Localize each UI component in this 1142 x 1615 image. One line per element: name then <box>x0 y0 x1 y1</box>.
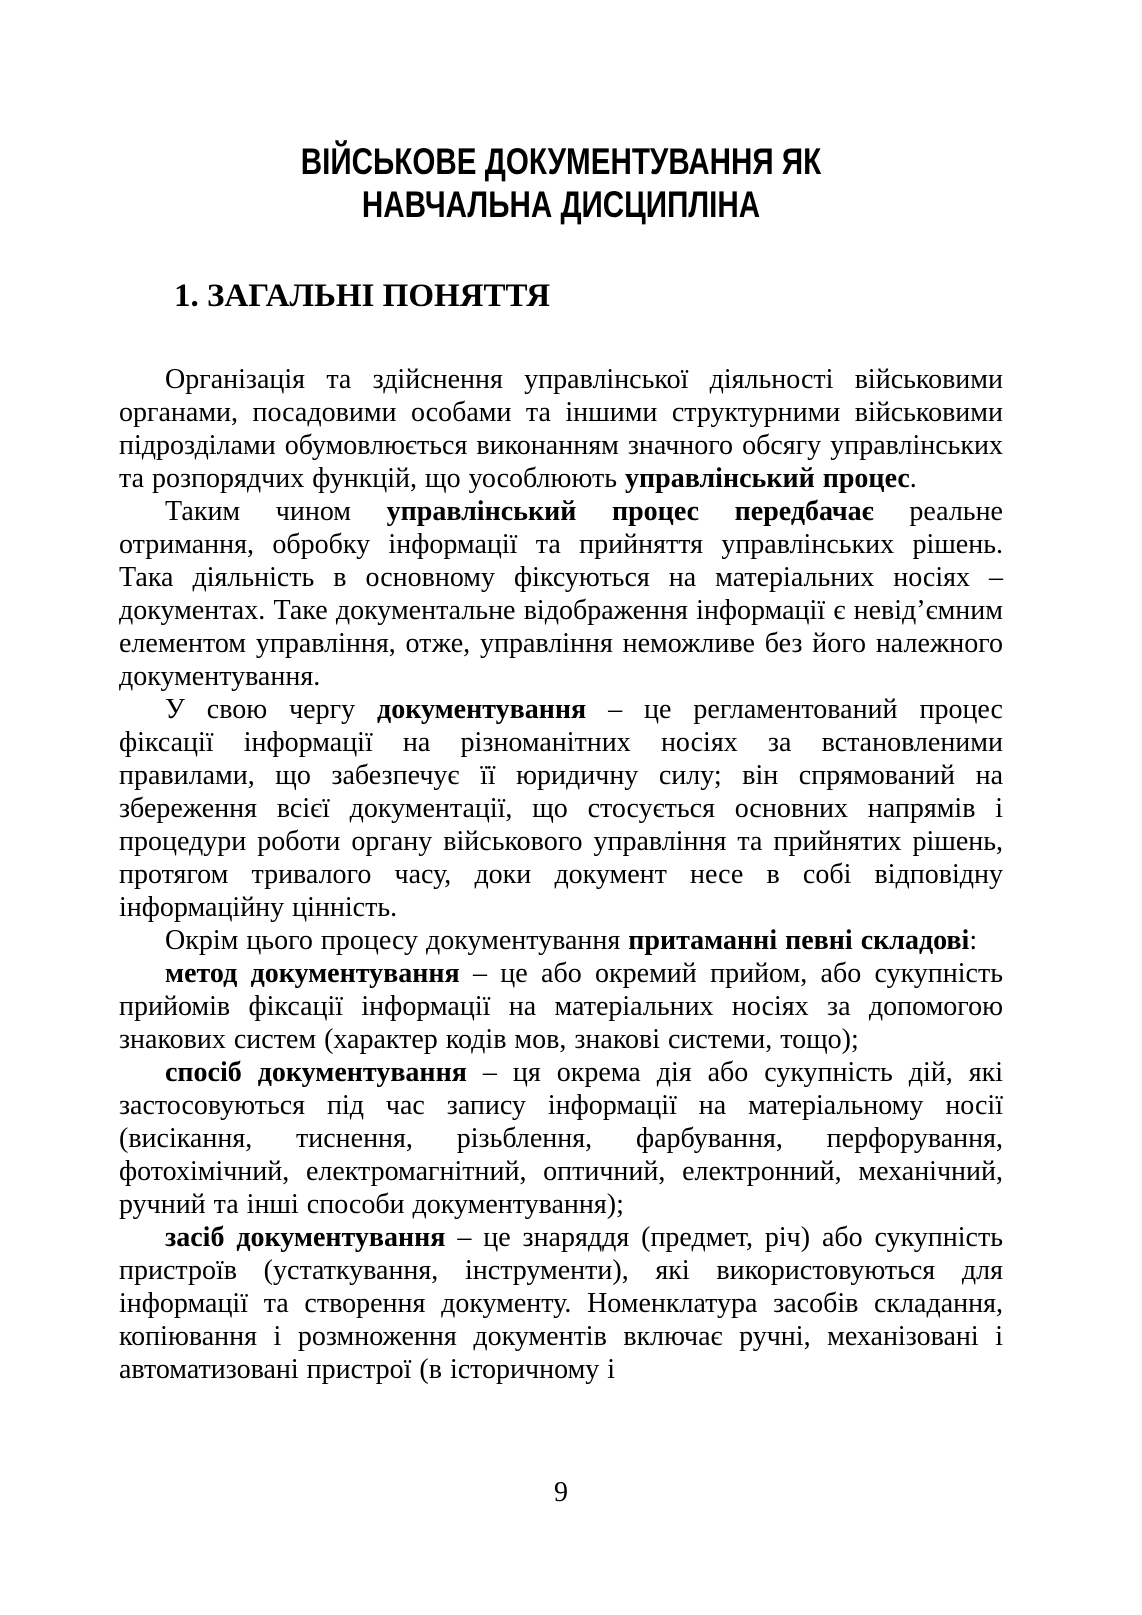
paragraph <box>119 1056 1003 1221</box>
bold-text-run: засіб документування <box>165 1222 446 1253</box>
bold-text-run: управлінський процес передбачає <box>386 496 874 527</box>
text-run: Таким чином <box>165 496 387 527</box>
paragraph <box>119 495 1003 693</box>
text-run: : <box>969 925 978 956</box>
bold-text-run: спосіб документування <box>165 1057 467 1088</box>
bold-text-run: документування <box>377 694 587 725</box>
bold-text-run: притаманні певні складові <box>628 925 970 956</box>
paragraph <box>119 363 1003 495</box>
text-run: Організація та здійснення управлінської діяльності військовими органами, посадовими особами та іншими структурними військовими підрозділами обумовлюється виконанням значного обсягу управлінських та розпорядчих функцій, що уособлюють <box>119 364 1003 494</box>
text-run: Окрім цього процесу документування <box>165 925 629 956</box>
paragraph <box>119 1221 1003 1386</box>
text-run: – це знаряддя (предмет, річ) або сукупність пристроїв (устаткування, інструменти), які використовуються для інформації та створення документу. Номенклатура засобів складання, копіювання і розмноження документів включає ручні, механізовані і автоматизовані пристрої (в історичному і <box>119 1222 1003 1385</box>
bold-text-run: метод документування <box>165 958 460 989</box>
text-run: – це регламентований процес фіксації інформації на різноманітних носіях за встановленими правилами, що забезпечує її юридичну силу; він спрямований на збереження всієї документації, що стосується основних напрямів і процедури роботи органу військового управління та прийнятих рішень, протягом тривалого часу, доки документ несе в собі відповідну інформаційну цінність. <box>119 694 1003 923</box>
text-run: – це або окремий прийом, або сукупність прийомів фіксації інформації на матеріальних носіях за допомогою знакових систем (характер кодів мов, знакові системи, тощо); <box>119 958 1003 1055</box>
page-title: ВІЙСЬКОВЕ ДОКУМЕНТУВАННЯ ЯК НАВЧАЛЬНА ДИСЦИПЛІНА <box>300 141 822 225</box>
body-text <box>119 363 1003 1386</box>
section-heading: 1. ЗАГАЛЬНІ ПОНЯТТЯ <box>174 278 551 314</box>
text-run: – ця окрема дія або сукупність дій, які застосовуються під час запису інформації на матеріальному носії (висікання, тиснення, різьблення, фарбування, перфорування, фотохімічний, електромагнітний, оптичний, електронний, механічний, ручний та інші способи документування); <box>119 1057 1003 1220</box>
text-run: У свою чергу <box>165 694 378 725</box>
text-run: . <box>909 463 917 494</box>
paragraph <box>119 693 1003 924</box>
text-run: реальне отримання, обробку інформації та прийняття управлінських рішень. Така діяльність в основному фіксуються на матеріальних носіях – документах. Таке документальне відображення інформації є невід’ємним елементом управління, отже, управління неможливе без його належного документування. <box>119 496 1003 692</box>
bold-text-run: управлінський процес <box>625 463 910 494</box>
page-number: 9 <box>554 1477 568 1508</box>
paragraph <box>119 924 1003 957</box>
paragraph <box>119 957 1003 1056</box>
